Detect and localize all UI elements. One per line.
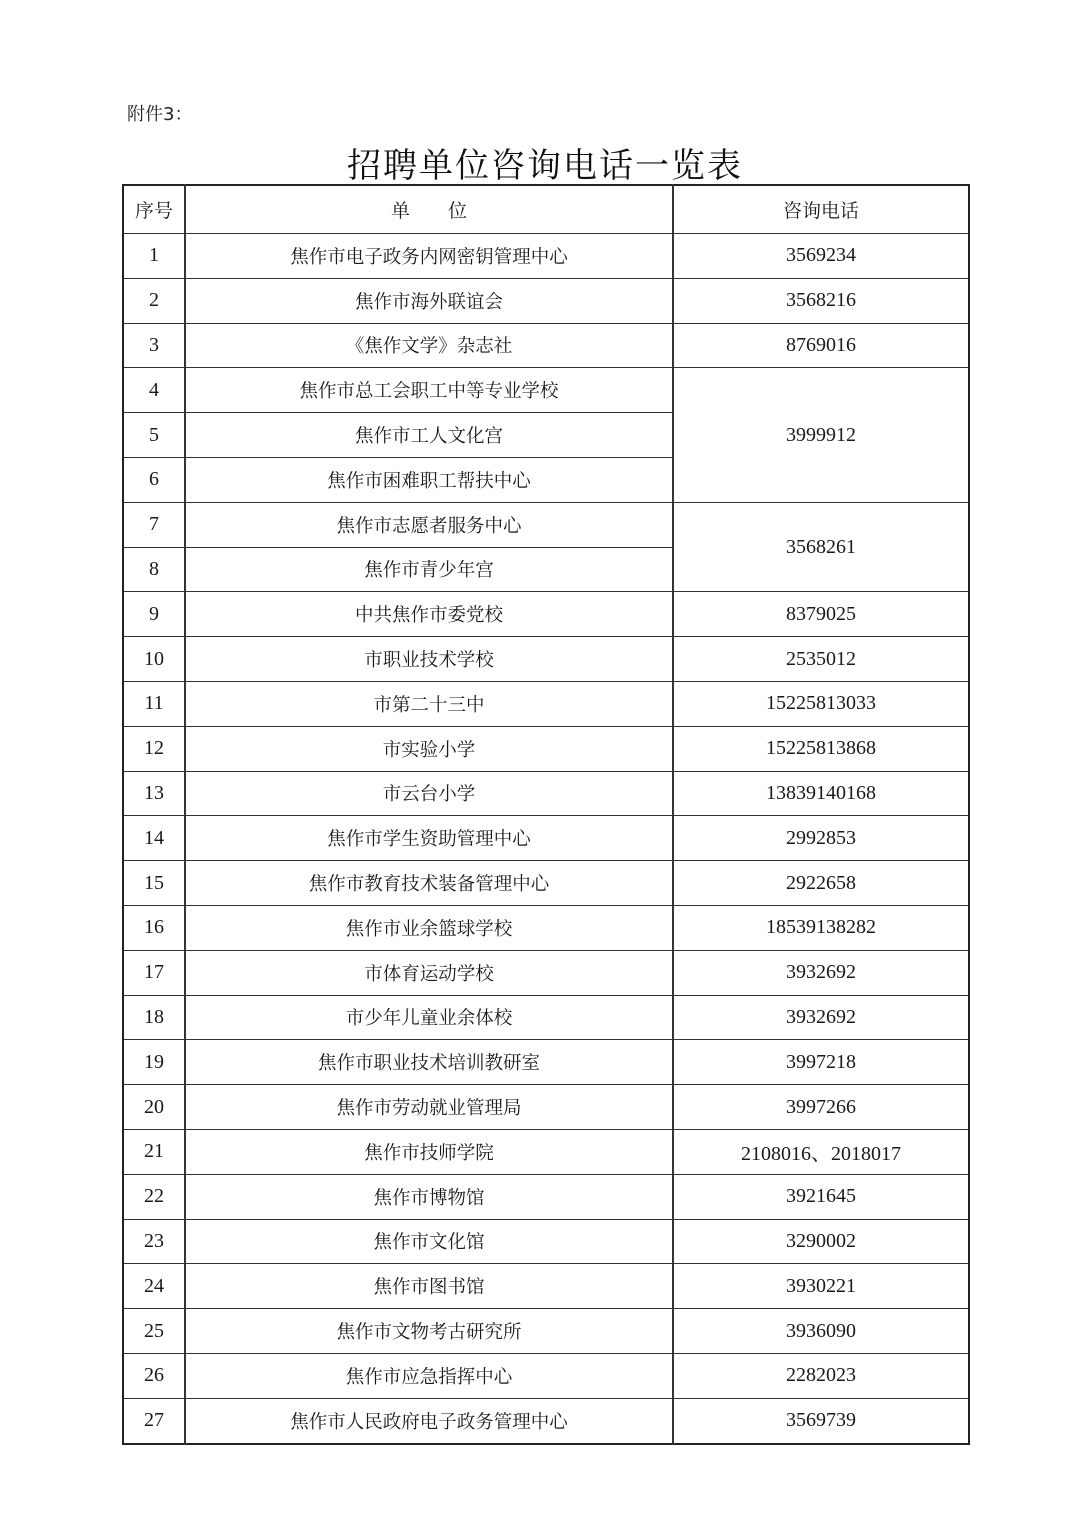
table-row — [123, 681, 969, 726]
row-number: 25 — [123, 1309, 185, 1354]
row-phone: 8769016 — [673, 323, 969, 368]
row-number: 7 — [123, 502, 185, 547]
row-phone: 2535012 — [673, 637, 969, 682]
table-row — [123, 771, 969, 816]
row-number: 4 — [123, 368, 185, 413]
row-number: 1 — [123, 234, 185, 279]
row-unit: 市实验小学 — [185, 726, 673, 771]
table-row — [123, 1219, 969, 1264]
table-row — [123, 1353, 969, 1398]
row-number: 26 — [123, 1353, 185, 1398]
row-unit: 焦作市职业技术培训教研室 — [185, 1040, 673, 1085]
row-unit: 焦作市志愿者服务中心 — [185, 502, 673, 547]
table-row — [123, 592, 969, 637]
row-phone: 15225813868 — [673, 726, 969, 771]
table-header-row — [123, 185, 969, 234]
table-row — [123, 905, 969, 950]
row-phone: 3930221 — [673, 1264, 969, 1309]
row-phone: 3997266 — [673, 1085, 969, 1130]
row-number: 18 — [123, 995, 185, 1040]
row-number: 27 — [123, 1398, 185, 1443]
row-number: 23 — [123, 1219, 185, 1264]
page-title: 招聘单位咨询电话一览表 — [347, 146, 743, 186]
row-unit: 焦作市电子政务内网密钥管理中心 — [185, 234, 673, 279]
row-phone: 3936090 — [673, 1309, 969, 1354]
row-number: 24 — [123, 1264, 185, 1309]
table-row — [123, 234, 969, 279]
row-number: 5 — [123, 413, 185, 458]
row-unit: 市少年儿童业余体校 — [185, 995, 673, 1040]
row-number: 2 — [123, 278, 185, 323]
row-phone: 8379025 — [673, 592, 969, 637]
table-row — [123, 1040, 969, 1085]
row-unit: 市云台小学 — [185, 771, 673, 816]
row-number: 10 — [123, 637, 185, 682]
table-row — [123, 1309, 969, 1354]
row-number: 8 — [123, 547, 185, 592]
row-phone: 2922658 — [673, 861, 969, 906]
table-row — [123, 950, 969, 995]
row-number: 6 — [123, 457, 185, 502]
row-unit: 焦作市青少年宫 — [185, 547, 673, 592]
row-unit: 焦作市工人文化宫 — [185, 413, 673, 458]
row-unit: 焦作市文物考古研究所 — [185, 1309, 673, 1354]
table-row — [123, 726, 969, 771]
row-number: 12 — [123, 726, 185, 771]
row-phone: 3921645 — [673, 1174, 969, 1219]
table-row — [123, 995, 969, 1040]
row-phone: 2108016、2018017 — [673, 1129, 969, 1174]
row-unit: 焦作市文化馆 — [185, 1219, 673, 1264]
row-number: 17 — [123, 950, 185, 995]
row-number: 20 — [123, 1085, 185, 1130]
row-phone: 15225813033 — [673, 681, 969, 726]
row-unit: 焦作市劳动就业管理局 — [185, 1085, 673, 1130]
row-phone: 2282023 — [673, 1353, 969, 1398]
row-unit: 市职业技术学校 — [185, 637, 673, 682]
row-unit: 焦作市图书馆 — [185, 1264, 673, 1309]
header-seq: 序号 — [123, 185, 185, 234]
row-number: 15 — [123, 861, 185, 906]
row-unit: 市第二十三中 — [185, 681, 673, 726]
row-unit: 焦作市学生资助管理中心 — [185, 816, 673, 861]
row-unit: 《焦作文学》杂志社 — [185, 323, 673, 368]
row-unit: 焦作市教育技术装备管理中心 — [185, 861, 673, 906]
table-row — [123, 1174, 969, 1219]
row-number: 11 — [123, 681, 185, 726]
row-phone: 3569739 — [673, 1398, 969, 1443]
row-phone: 3932692 — [673, 950, 969, 995]
row-unit: 中共焦作市委党校 — [185, 592, 673, 637]
row-unit: 焦作市海外联谊会 — [185, 278, 673, 323]
row-phone: 3932692 — [673, 995, 969, 1040]
row-phone: 3290002 — [673, 1219, 969, 1264]
row-phone: 3568216 — [673, 278, 969, 323]
table-row — [123, 1264, 969, 1309]
row-phone: 13839140168 — [673, 771, 969, 816]
row-number: 19 — [123, 1040, 185, 1085]
row-number: 3 — [123, 323, 185, 368]
row-phone-merged: 3999912 — [673, 368, 969, 502]
table-row — [123, 1085, 969, 1130]
table-row — [123, 1398, 969, 1443]
row-unit: 焦作市人民政府电子政务管理中心 — [185, 1398, 673, 1443]
table-row — [123, 1129, 969, 1174]
row-phone: 3997218 — [673, 1040, 969, 1085]
row-number: 14 — [123, 816, 185, 861]
row-number: 13 — [123, 771, 185, 816]
row-unit: 焦作市应急指挥中心 — [185, 1353, 673, 1398]
row-number: 9 — [123, 592, 185, 637]
row-unit: 焦作市技师学院 — [185, 1129, 673, 1174]
table-row — [123, 502, 969, 547]
row-number: 22 — [123, 1174, 185, 1219]
row-unit: 焦作市总工会职工中等专业学校 — [185, 368, 673, 413]
row-number: 21 — [123, 1129, 185, 1174]
table-row — [123, 368, 969, 413]
table-row — [123, 278, 969, 323]
row-unit: 市体育运动学校 — [185, 950, 673, 995]
row-unit: 焦作市困难职工帮扶中心 — [185, 457, 673, 502]
row-unit: 焦作市博物馆 — [185, 1174, 673, 1219]
row-phone: 3569234 — [673, 234, 969, 279]
contact-table — [122, 184, 970, 1445]
attachment-label: 附件3： — [127, 104, 193, 125]
row-phone: 2992853 — [673, 816, 969, 861]
table-row — [123, 816, 969, 861]
row-unit: 焦作市业余篮球学校 — [185, 905, 673, 950]
table-row — [123, 637, 969, 682]
row-number: 16 — [123, 905, 185, 950]
table-row — [123, 323, 969, 368]
row-phone-merged: 3568261 — [673, 502, 969, 592]
row-phone: 18539138282 — [673, 905, 969, 950]
header-unit: 单 位 — [185, 185, 673, 234]
header-phone: 咨询电话 — [673, 185, 969, 234]
table-row — [123, 861, 969, 906]
